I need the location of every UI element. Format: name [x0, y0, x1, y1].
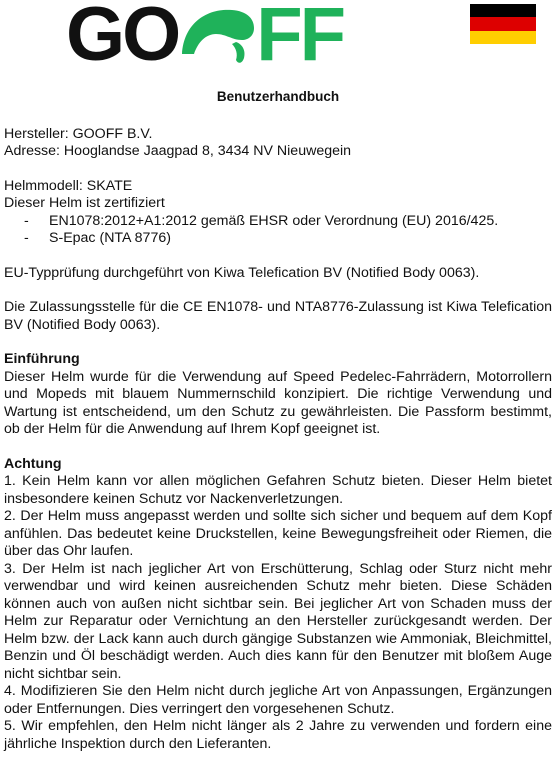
certification-list	[4, 213, 552, 248]
approval-paragraph: Die Zulassungsstelle für die CE EN1078- und NTA8776-Zulassung ist Kiwa Telefication BV (Notified Body 0063).	[4, 299, 552, 333]
manufacturer-block	[4, 126, 552, 161]
model-line: Helmmodell: SKATE	[4, 177, 133, 194]
certified-line: Dieser Helm ist zertifiziert	[4, 195, 165, 211]
model-block	[4, 178, 552, 248]
page-header	[0, 0, 556, 80]
document-title: Benutzerhandbuch	[216, 89, 340, 104]
certification-item: - S-Epac (NTA 8776)	[24, 230, 552, 248]
type-exam-line: EU-Typprüfung durchgeführt von Kiwa Telefication BV (Notified Body 0063).	[4, 264, 480, 281]
leaf-swoosh-icon	[176, 4, 258, 66]
logo-text-right: FF	[256, 0, 344, 77]
warning-item: 4. Modifizieren Sie den Helm nicht durch jegliche Art von Anpassungen, Ergänzungen oder Entfernungen. Dies verringert den vorgesehenen Schutz.	[4, 683, 552, 717]
address-line: Adresse: Hooglandse Jaagpad 8, 3434 NV Nieuwegein	[4, 143, 352, 159]
warning-item: 1. Kein Helm kann vor allen möglichen Gefahren Schutz bieten. Dieser Helm bietet insbesondere keinen Schutz vor Nackenverletzungen.	[4, 473, 552, 507]
intro-paragraph: Dieser Helm wurde für die Verwendung auf Speed Pedelec-Fahrrädern, Motorrollern und Mopeds mit blauem Nummernschild konzipiert. Die richtige Verwendung und Wartung ist entscheidend, um den Schutz zu gewährleisten. Die Passform bestimmt, ob der Helm für die Anwendung auf Ihrem Kopf geeignet ist.	[4, 368, 552, 437]
manual-document	[4, 88, 552, 753]
germany-flag-icon	[470, 4, 536, 44]
logo-text-left: GO	[66, 0, 179, 77]
intro-section	[4, 351, 552, 439]
manufacturer-line: Hersteller: GOOFF B.V.	[4, 125, 153, 142]
warning-item: 3. Der Helm ist nach jeglicher Art von Erschütterung, Schlag oder Sturz nicht mehr verwendbar und wird keinen ausreichenden Schutz mehr bieten. Diese Schäden können auch von außen nicht sichtbar sein. Bei jeglicher Art von Schaden muss der Helm zur Reparatur oder Vernichtung an den Hersteller zurückgesandt werden. Der Helm bzw. der Lack kann auch durch gängige Substanzen wie Ammoniak, Bleichmittel, Benzin und Öl beschädigt werden. Auch dies kann für den Benutzer mit bloßem Auge nicht sichtbar sein.	[4, 560, 552, 682]
warning-item: 5. Wir empfehlen, den Helm nicht länger als 2 Jahre zu verwenden und fordern eine jährliche Inspektion durch den Lieferanten.	[4, 718, 552, 752]
gooff-logo	[66, 0, 344, 77]
certification-item: - EN1078:2012+A1:2012 gemäß EHSR oder Verordnung (EU) 2016/425.	[24, 213, 552, 231]
intro-heading: Einführung	[4, 351, 80, 367]
warning-section	[4, 456, 552, 754]
warning-item: 2. Der Helm muss angepasst werden und sollte sich sicher und bequem auf dem Kopf anfühlen. Das bedeutet keine Druckstellen, keine Bewegungsfreiheit oder Riemen, die über das Ohr laufen.	[4, 508, 552, 559]
warning-heading: Achtung	[4, 455, 62, 472]
